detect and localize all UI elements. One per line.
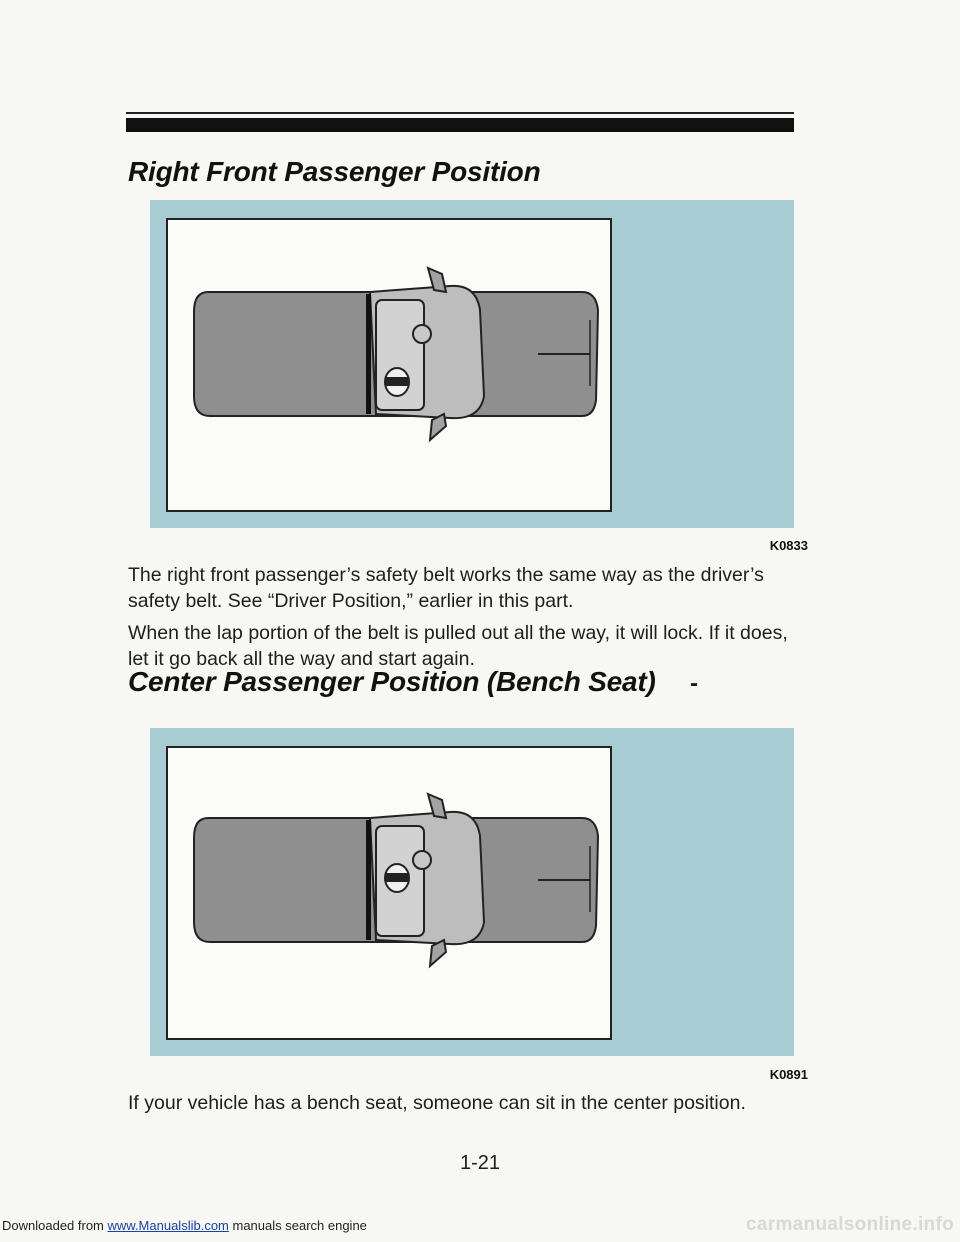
body-paragraph: The right front passenger’s safety belt works the same way as the driver’s safety belt. See “Driver Position,” earlier in this part.	[128, 564, 764, 612]
vehicle-top-view-illustration	[150, 728, 794, 1056]
footer-prefix: Downloaded from	[2, 1218, 108, 1233]
footer-suffix: manuals search engine	[228, 1218, 367, 1233]
page-number: 1-21	[459, 1152, 501, 1174]
figure-right-front-passenger	[150, 200, 794, 528]
footer-source	[2, 1218, 367, 1233]
figure-code: K0891	[769, 1067, 808, 1082]
figure-center-passenger	[150, 728, 794, 1056]
figure-code: K0833	[769, 538, 808, 553]
manualslib-link[interactable]: www.Manualslib.com	[107, 1218, 229, 1233]
section-heading-right-front: Right Front Passenger Position	[128, 156, 541, 187]
body-paragraph: When the lap portion of the belt is pulled out all the way, it will lock. If it does, let it go back all the way and start again.	[128, 622, 788, 670]
header-rule	[126, 118, 794, 132]
body-paragraph: If your vehicle has a bench seat, someone can sit in the center position.	[128, 1092, 746, 1114]
section-heading-center-passenger: Center Passenger Position (Bench Seat)	[128, 666, 656, 697]
heading-mark: -	[690, 670, 698, 697]
vehicle-top-view-illustration	[150, 200, 794, 528]
header-rule-thin	[126, 112, 794, 114]
watermark-text: carmanualsonline.info	[746, 1214, 954, 1235]
download-footer	[0, 1214, 960, 1236]
